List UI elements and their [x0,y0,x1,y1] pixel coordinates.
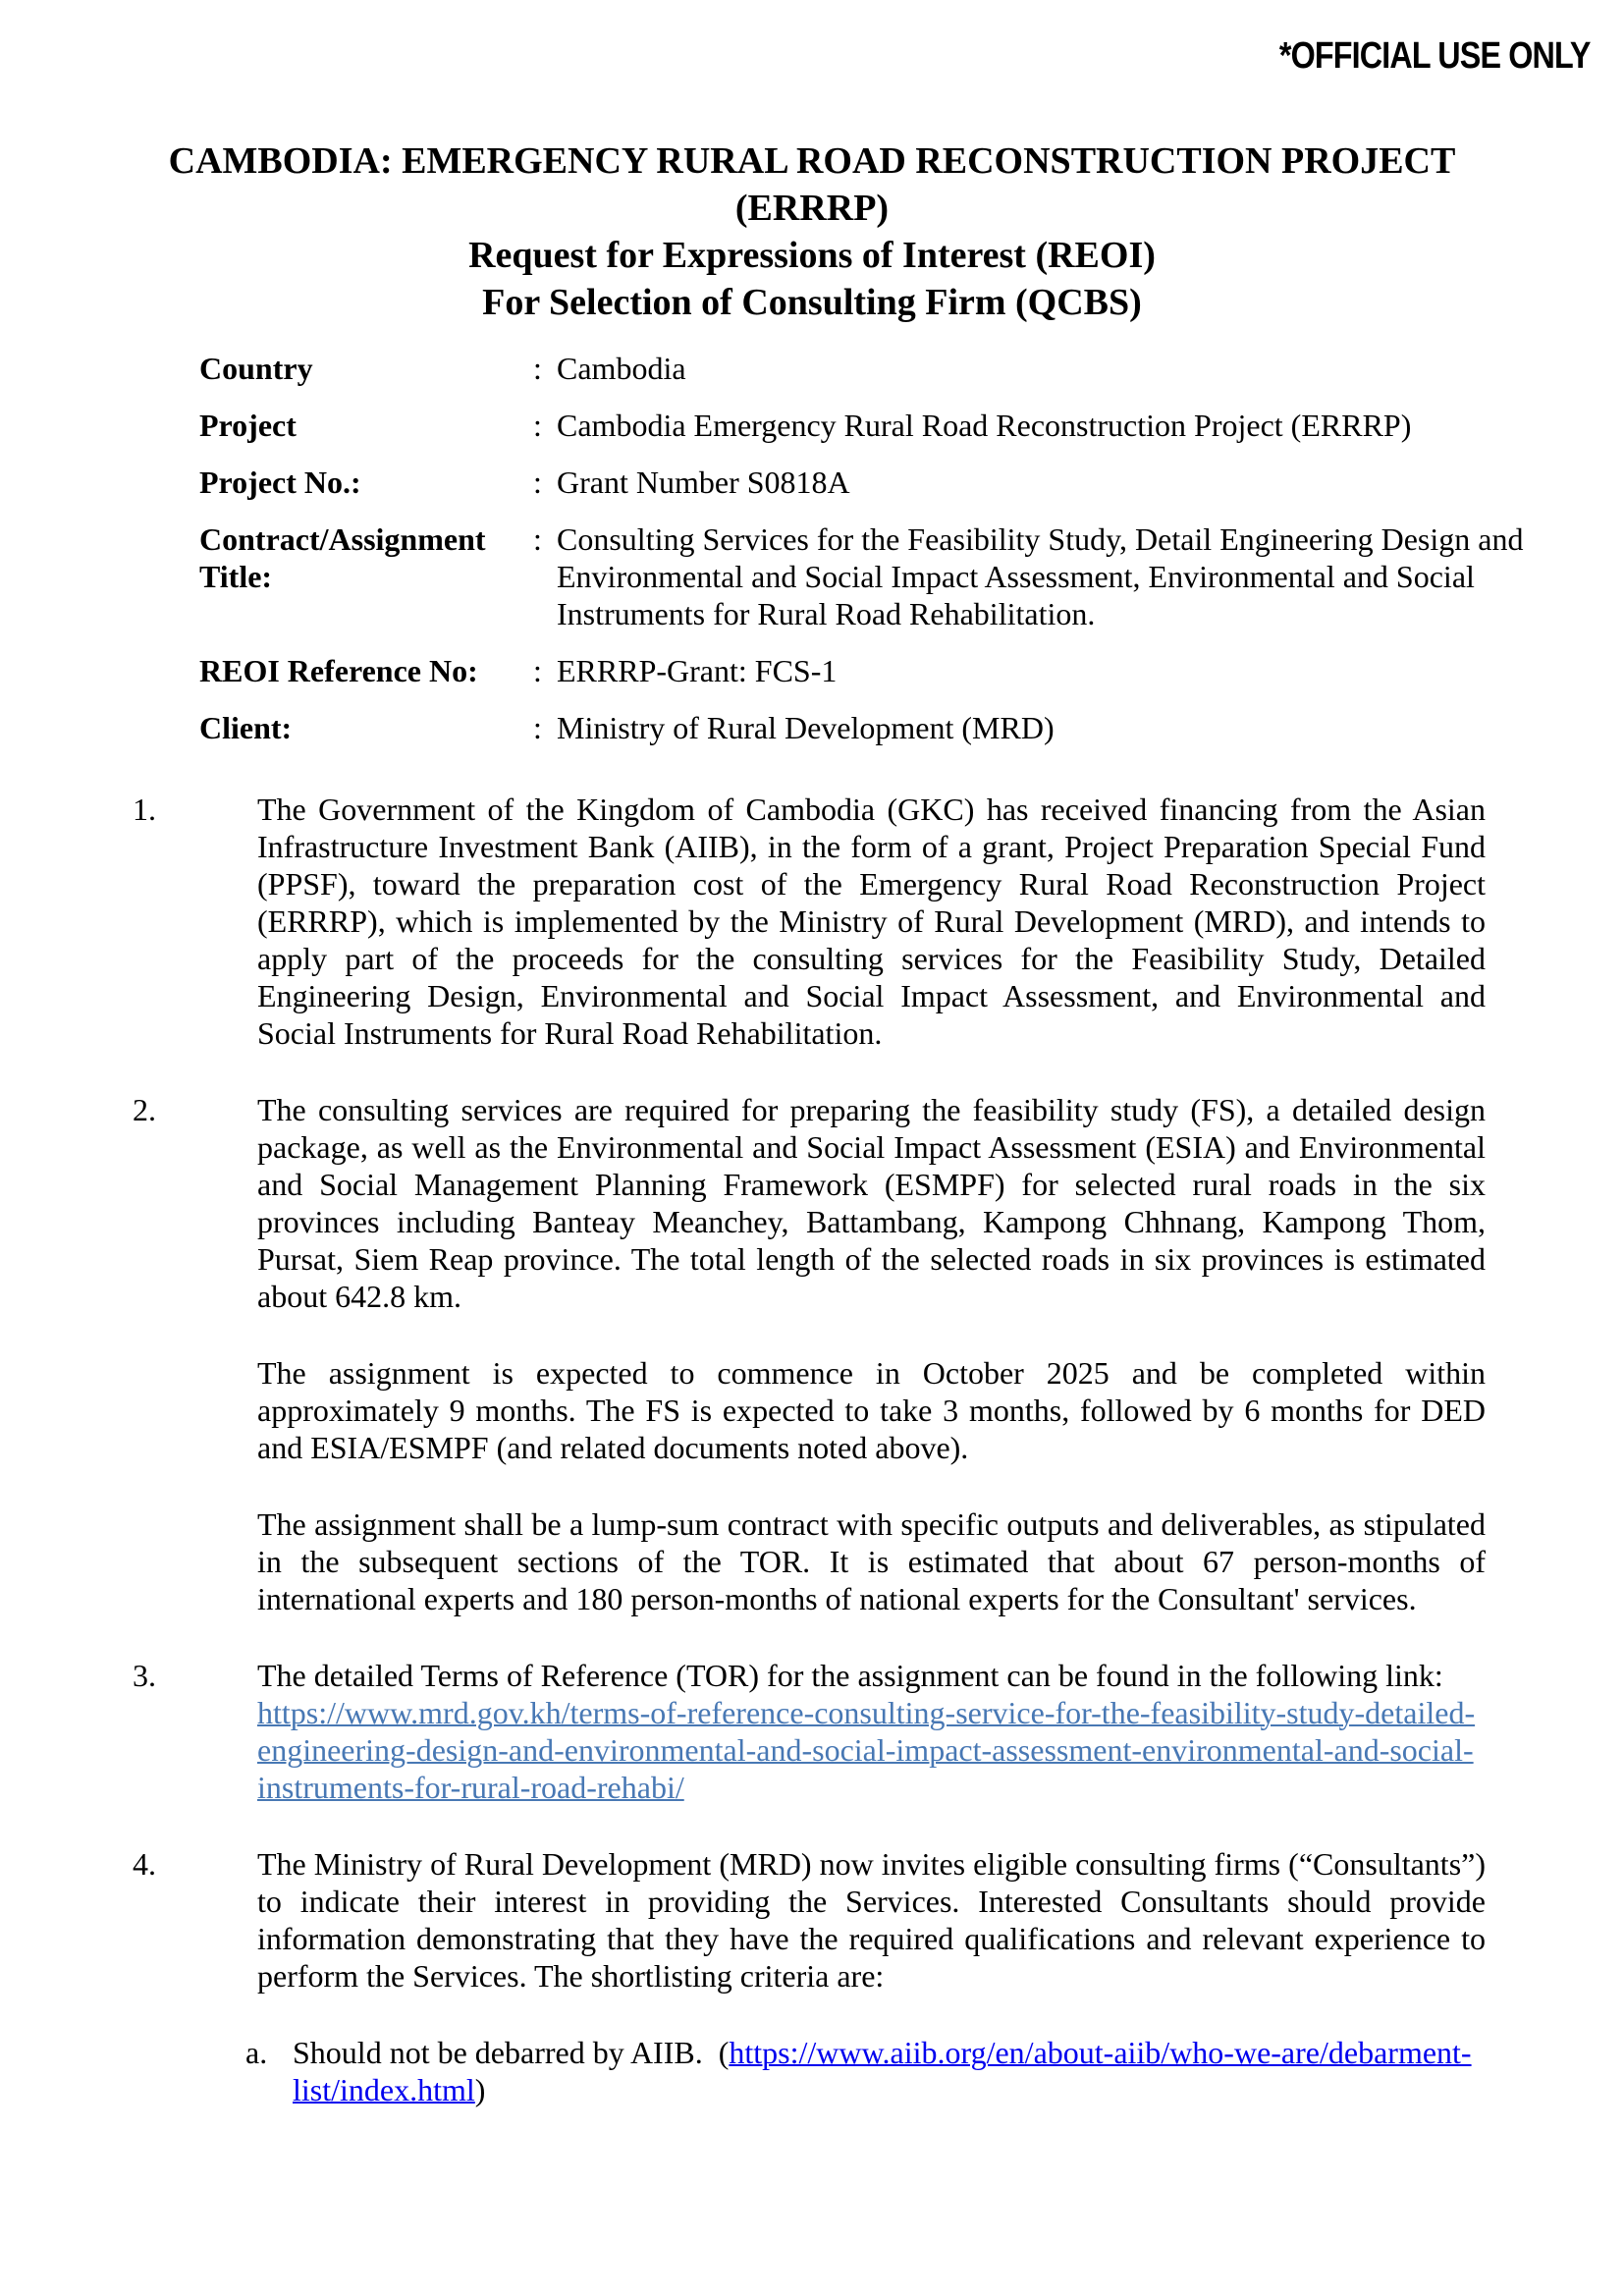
paragraph-1 [133,791,1624,1052]
paragraph-4-text: The Ministry of Rural Development (MRD) now invites eligible consulting firms (“Consultants”) to indicate their interest in providing the Services. Interested Consultants should provide information demonstrating that they have the required qualifications and relevant experience to perform the Services. The shortlisting criteria are: [257,1846,1486,1994]
metadata-label-client: Client: [199,710,293,745]
title-line-3: Request for Expressions of Interest (REOI) [468,235,1156,276]
metadata-separator: : [533,521,542,557]
classification-banner: *OFFICIAL USE ONLY [1279,35,1591,77]
debarment-link[interactable]: https://www.aiib.org/en/about-aiib/who-we-are/debarment-list/index.html [293,2035,1472,2107]
metadata-value-text: Cambodia Emergency Rural Road Reconstruction Project (ERRRP) [557,408,1412,443]
metadata-label-project: Project [199,408,297,443]
title-line-2: (ERRRP) [734,188,890,229]
metadata-value-client [533,709,1623,746]
title-line-4: For Selection of Consulting Firm (QCBS) [482,282,1142,323]
metadata-separator: : [533,408,542,443]
metadata-value-text: Grant Number S0818A [557,465,850,500]
item-a-text [293,2034,1486,2108]
paragraph-3-intro: The detailed Terms of Reference (TOR) for the assignment can be found in the following link: [257,1658,1443,1693]
metadata-value-text: Cambodia [557,351,686,386]
paragraph-3-number: 3. [133,1658,156,1693]
metadata-separator: : [533,653,542,688]
tor-link[interactable]: https://www.mrd.gov.kh/terms-of-reference-consulting-service-for-the-feasibility-study-detailed-engineering-design-and-environmental-and-social-impact-assessment-environmental-and-social-instruments-for-rural-road-rehabi/ [257,1695,1476,1805]
paragraph-1-number: 1. [133,792,156,827]
metadata-value-contract-title [533,520,1623,632]
metadata-value-project [533,407,1623,444]
paragraph-2 [133,1091,1624,1315]
metadata-separator: : [533,710,542,745]
item-a-text-after: ) [474,2072,486,2107]
paragraph-2-sub-2: The assignment shall be a lump-sum contract with specific outputs and deliverables, as stipulated in the subsequent sections of the TOR. It is estimated that about 67 person-months of international experts and 180 person-months of national experts for the Consultant' services. [257,1506,1486,1616]
metadata-value-text: ERRRP-Grant: FCS-1 [557,653,838,688]
document-body [0,791,1624,2108]
metadata-value-country [533,350,1623,387]
metadata-table [199,350,1624,746]
paragraph-2-number: 2. [133,1092,156,1127]
paragraph-3 [133,1657,1624,1806]
item-a-marker: a. [245,2035,268,2070]
metadata-value-text: Ministry of Rural Development (MRD) [557,710,1055,745]
paragraph-2-text: The consulting services are required for preparing the feasibility study (FS), a detailed design package, as well as the Environmental and Social Impact Assessment (ESIA) and Environmental and Social Management Planning Framework (ESMPF) for selected rural roads in the six provinces including Banteay Meanchey, Battambang, Kampong Chhnang, Kampong Thom, Pursat, Siem Reap province. The total length of the selected roads in six provinces is estimated about 642.8 km. [257,1092,1486,1314]
item-a-text-before: Should not be debarred by AIIB. ( [293,2035,730,2070]
metadata-separator: : [533,351,542,386]
paragraph-1-text: The Government of the Kingdom of Cambodia (GKC) has received financing from the Asian Infrastructure Investment Bank (AIIB), in the form of a grant, Project Preparation Special Fund (PPSF), toward the preparation cost of the Emergency Rural Road Reconstruction Project (ERRRP), which is implemented by the Ministry of Rural Development (MRD), and intends to apply part of the proceeds for the consulting services for the Feasibility Study, Detailed Engineering Design, Environmental and Social Impact Assessment, and Environmental and Social Instruments for Rural Road Rehabilitation. [257,792,1486,1051]
metadata-separator: : [533,465,542,500]
paragraph-4-number: 4. [133,1846,156,1882]
title-line-1: CAMBODIA: EMERGENCY RURAL ROAD RECONSTRUCTION PROJECT [168,140,1456,182]
paragraph-2-sub-1: The assignment is expected to commence in October 2025 and be completed within approximately 9 months. The FS is expected to take 3 months, followed by 6 months for DED and ESIA/ESMPF (and related documents noted above). [257,1355,1486,1465]
metadata-value-reoi-ref [533,652,1623,689]
paragraph-4 [133,1845,1624,1995]
metadata-value-project-no [533,464,1623,501]
metadata-label-contract-title: Contract/Assignment Title: [199,521,486,594]
paragraph-4-item-a [245,2034,1624,2108]
metadata-label-reoi-ref: REOI Reference No: [199,653,478,688]
metadata-label-country: Country [199,351,313,386]
metadata-value-text: Consulting Services for the Feasibility Study, Detail Engineering Design and Environmental and Social Impact Assessment, Environmental and Social Instruments for Rural Road Rehabilitation. [557,521,1524,631]
metadata-label-project-no: Project No.: [199,465,361,500]
